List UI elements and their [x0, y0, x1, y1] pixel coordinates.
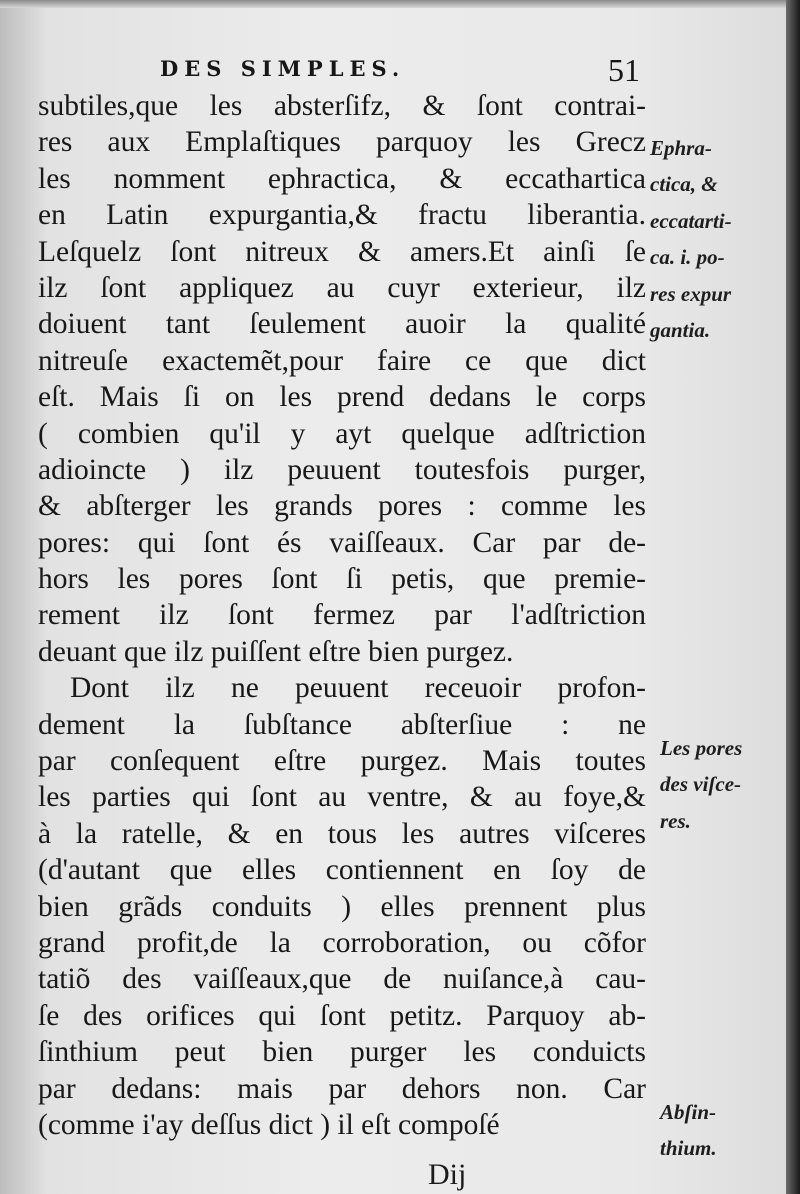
body-text — [38, 88, 646, 1143]
margin-line: Ephra- — [650, 136, 712, 160]
margin-line: ca. i. po- — [650, 245, 725, 270]
margin-line: eccatarti- — [650, 208, 732, 233]
signature-mark: Dij — [428, 1158, 467, 1191]
text-line: deuant que ilz puiſſent eſtre bien purgez. — [38, 635, 514, 668]
text-line: bien grãds conduits ) elles prennent plus — [38, 890, 646, 923]
margin-line: Les pores — [660, 736, 743, 760]
marginal-note-ephractica — [650, 130, 790, 348]
text-line: eſt. Mais ſi on les prend dedans le corps — [38, 381, 646, 414]
text-line: pores: qui ſont és vaiſſeaux. Car par de- — [38, 526, 646, 559]
marginal-note-pores — [660, 730, 792, 839]
text-line: subtiles,que les absterſifz, & ſont contrai- — [38, 90, 646, 122]
text-line: (comme i'ay deſſus dict ) il eſt compoſé — [38, 1108, 500, 1141]
page-edge-shadow — [786, 0, 800, 1194]
text-line: en Latin expurgantia,& fractu liberantia. — [38, 199, 646, 232]
page-header — [160, 52, 640, 88]
text-line: doiuent tant ſeulement auoir la qualité — [38, 308, 646, 341]
margin-line: res expur — [650, 281, 732, 306]
text-line: par dedans: mais par dehors non. Car — [38, 1072, 646, 1105]
text-line: par conſequent eſtre purgez. Mais toutes — [38, 745, 646, 778]
text-line: les nomment ephractica, & eccathartica — [38, 162, 646, 195]
page-top-shadow — [0, 0, 792, 8]
text-line: grand profit,de la corroboration, ou cõfor — [38, 926, 646, 959]
margin-line: des viſce- — [660, 772, 742, 797]
text-line: tatiõ des vaiſſeaux,que de nuiſance,à cau- — [38, 963, 646, 996]
text-line: dement la ſubſtance abſterſiue : ne — [38, 708, 646, 741]
text-line: Dont ilz ne peuuent receuoir profon- — [70, 672, 646, 705]
margin-line: thium. — [660, 1136, 717, 1161]
text-line: & abſterger les grands pores : comme les — [38, 490, 646, 523]
text-line: ſinthium peut bien purger les conduicts — [38, 1036, 646, 1069]
text-line: nitreuſe exactemẽt,pour faire ce que dict — [38, 344, 646, 377]
text-line: res aux Emplaſtiques parquoy les Grecz — [38, 126, 646, 159]
text-line: à la ratelle, & en tous les autres viſceres — [38, 817, 646, 850]
text-line: rement ilz ſont fermez par l'adſtriction — [38, 599, 646, 632]
text-line: Leſquelz ſont nitreux & amers.Et ainſi ſe — [38, 235, 646, 268]
margin-line: Abſin- — [660, 1100, 717, 1124]
marginal-note-absinthium — [660, 1094, 792, 1167]
running-head: DES SIMPLES. — [160, 56, 406, 81]
text-line: adioincte ) ilz peuuent toutesfois purger, — [38, 453, 646, 486]
text-line: ſe des orifices qui ſont petitz. Parquoy ab- — [38, 999, 646, 1032]
text-line: les parties qui ſont au ventre, & au foye,& — [38, 781, 646, 814]
margin-line: res. — [660, 808, 691, 833]
page-number: 51 — [608, 52, 640, 88]
margin-line: gantia. — [650, 317, 711, 342]
margin-line: ctica, & — [650, 172, 718, 197]
text-line: hors les pores ſont ſi petis, que premie- — [38, 563, 646, 596]
text-line: ilz ſont appliquez au cuyr exterieur, ilz — [38, 271, 646, 304]
text-line: ( combien qu'il y ayt quelque adſtriction — [38, 417, 646, 450]
text-line: (d'autant que elles contiennent en ſoy de — [38, 854, 646, 887]
